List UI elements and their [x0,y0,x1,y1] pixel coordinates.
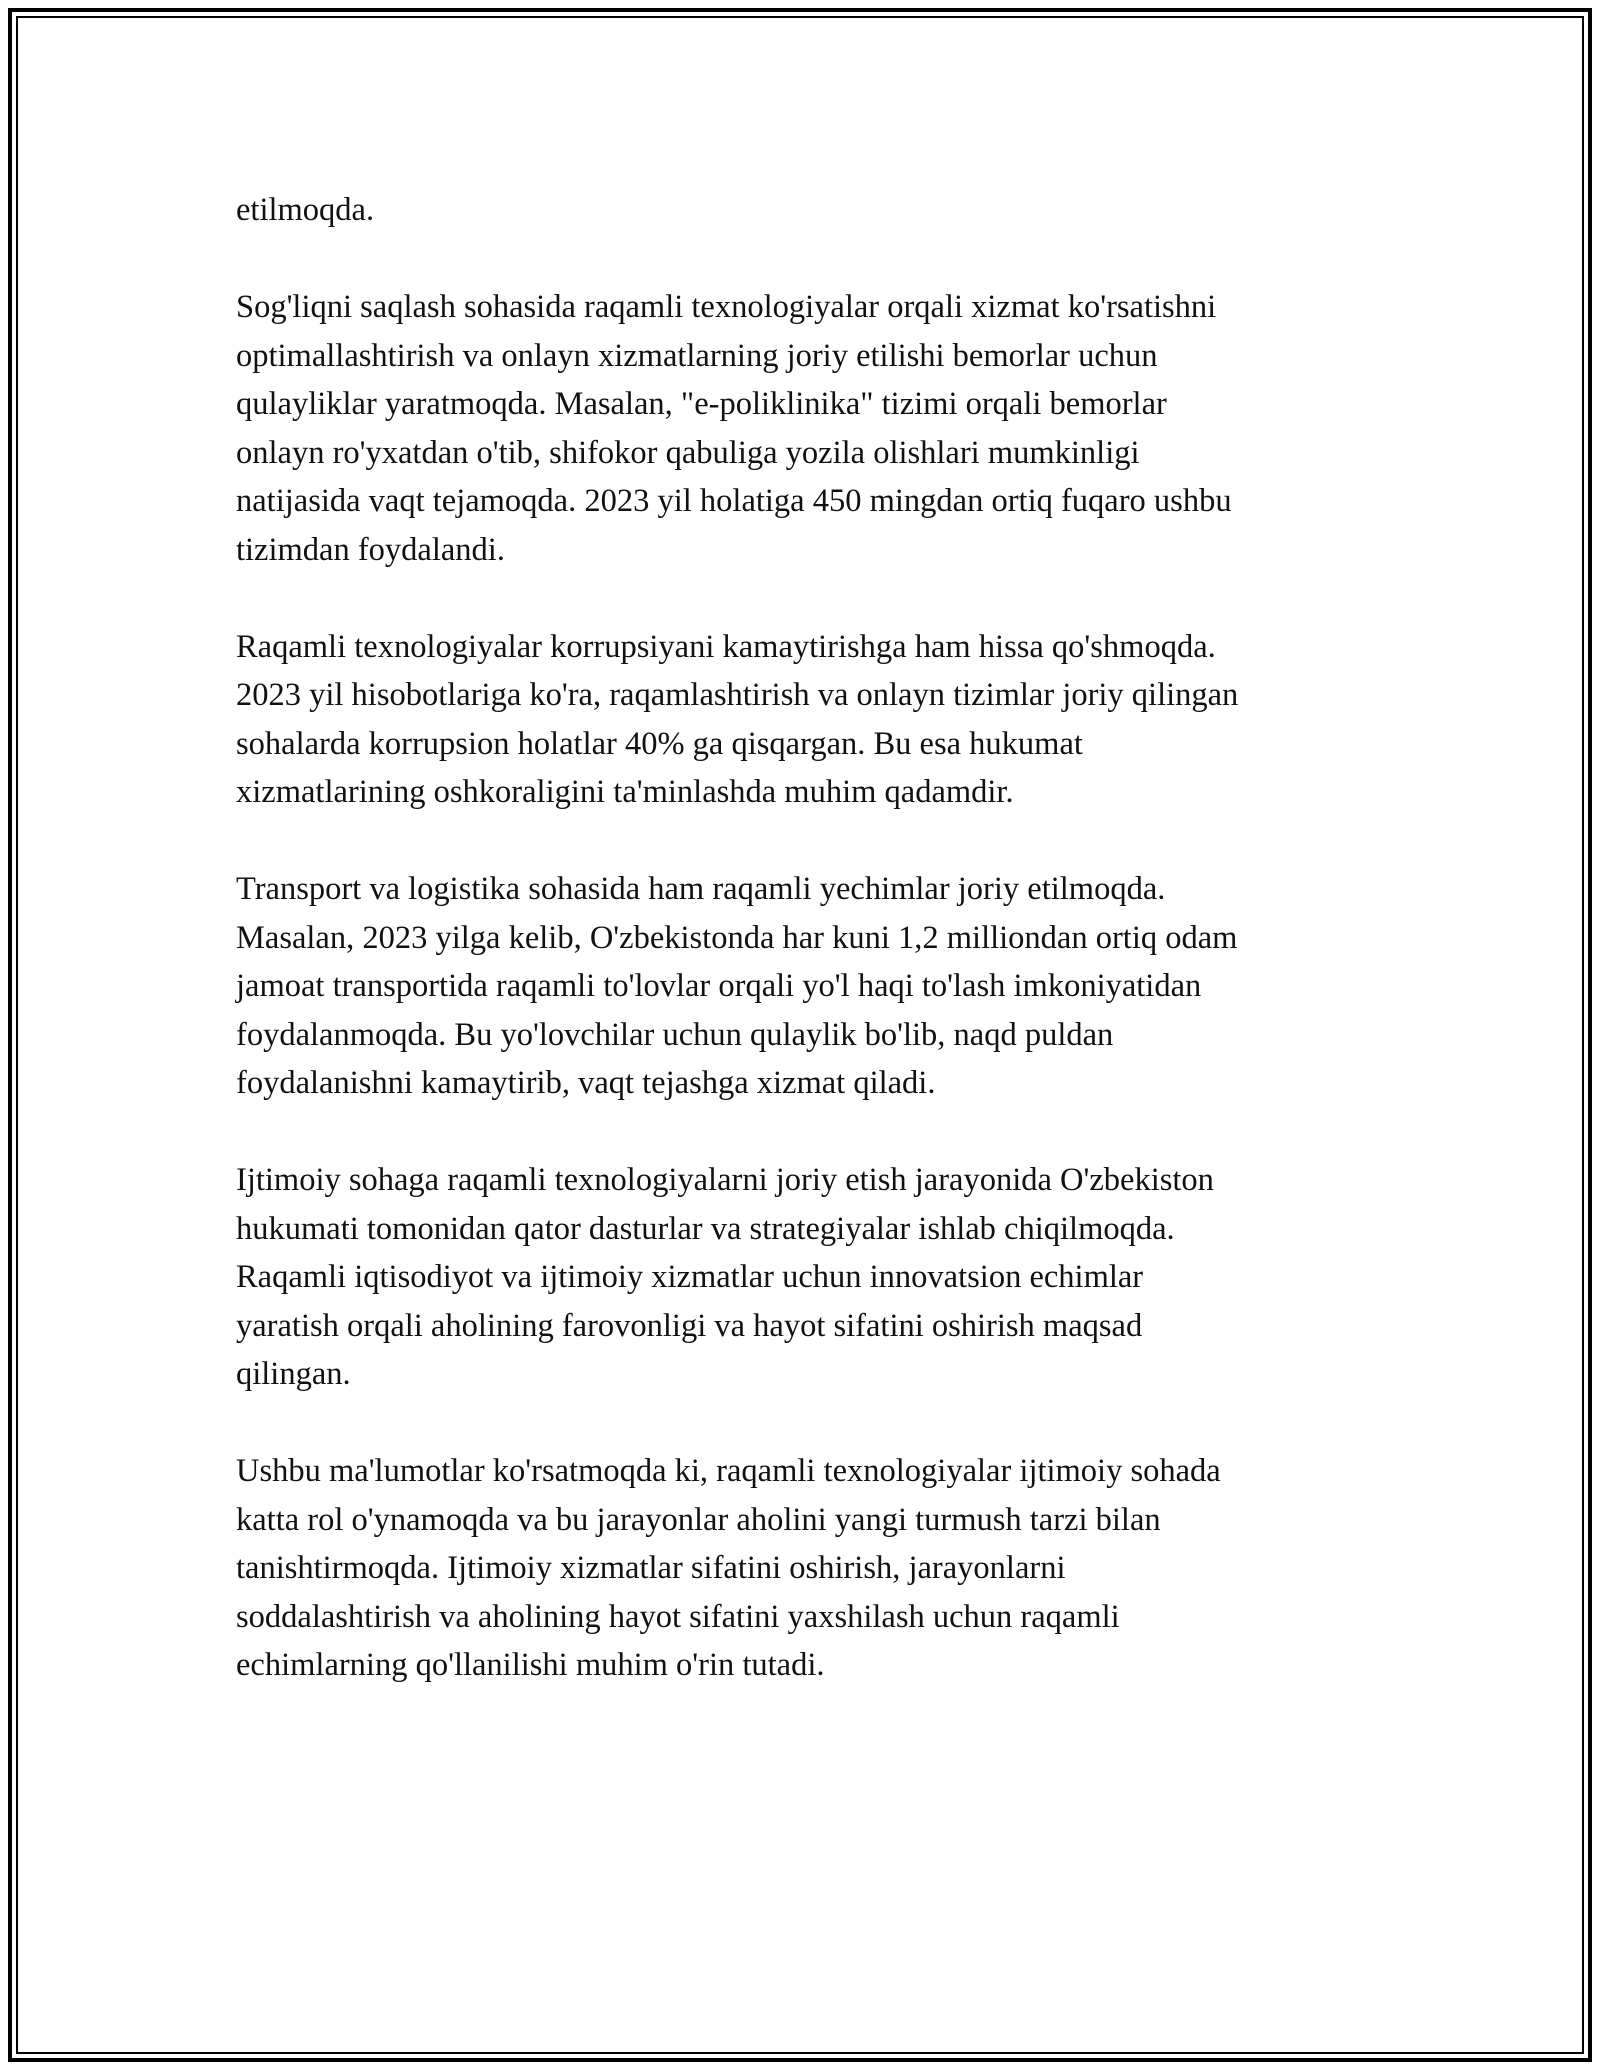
paragraph-transport: Transport va logistika sohasida ham raqamli yechimlar joriy etilmoqda. Masalan, 2023 yilga kelib, O'zbekistonda har kuni 1,2 milliondan ortiq odam jamoat transportida raqamli to'lovlar orqali yo'l haqi to'lash imkoniyatidan foydalanmoqda. Bu yo'lovchilar uchun qulaylik bo'lib, naqd puldan foydalanishni kamaytirib, vaqt tejashga xizmat qiladi. [236,871,1238,1101]
paragraph-healthcare: Sog'liqni saqlash sohasida raqamli texnologiyalar orqali xizmat ko'rsatishni optimallashtirish va onlayn xizmatlarning joriy etilishi bemorlar uchun qulayliklar yaratmoqda. Masalan, "e-poliklinika" tizimi orqali bemorlar onlayn ro'yxatdan o'tib, shifokor qabuliga yozila olishlari mumkinligi natijasida vaqt tejamoqda. 2023 yil holatiga 450 mingdan ortiq fuqaro ushbu tizimdan foydalandi. [236,289,1232,568]
paragraph-corruption: Raqamli texnologiyalar korrupsiyani kamaytirishga ham hissa qo'shmoqda. 2023 yil hisobotlariga ko'ra, raqamlashtirish va onlayn tizimlar joriy qilingan sohalarda korrupsion holatlar 40% ga qisqargan. Bu esa hukumat xizmatlarining oshkoraligini ta'minlashda muhim qadamdir. [236,628,1239,810]
document-body [236,186,1376,1738]
paragraph-continuation: etilmoqda. [236,192,375,228]
paragraph-strategies: Ijtimoiy sohaga raqamli texnologiyalarni joriy etish jarayonida O'zbekiston hukumati tomonidan qator dasturlar va strategiyalar ishlab chiqilmoqda. Raqamli iqtisodiyot va ijtimoiy xizmatlar uchun innovatsion echimlar yaratish orqali aholining farovonligi va hayot sifatini oshirish maqsad qilingan. [236,1162,1214,1392]
paragraph-conclusion: Ushbu ma'lumotlar ko'rsatmoqda ki, raqamli texnologiyalar ijtimoiy sohada katta rol o'ynamoqda va bu jarayonlar aholini yangi turmush tarzi bilan tanishtirmoqda. Ijtimoiy xizmatlar sifatini oshirish, jarayonlarni soddalashtirish va aholining hayot sifatini yaxshilash uchun raqamli echimlarning qo'llanilishi muhim o'rin tutadi. [236,1453,1221,1683]
